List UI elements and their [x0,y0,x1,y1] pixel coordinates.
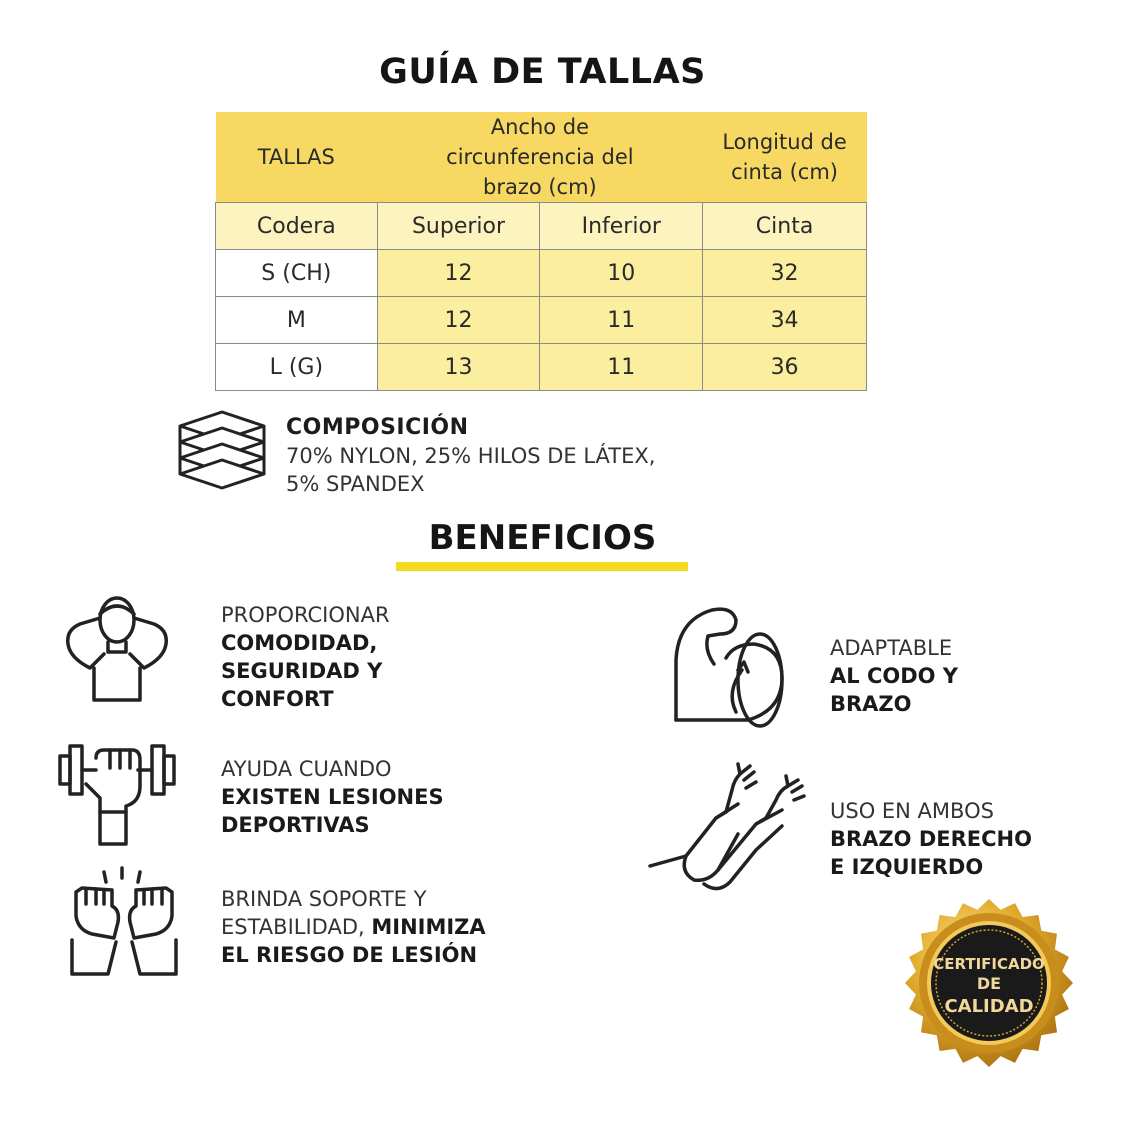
header-tallas: TALLAS [216,112,378,203]
benefit-adaptable [830,634,958,718]
composition-heading: COMPOSICIÓN [286,415,469,440]
layers-icon [176,408,268,500]
size-label: S (CH) [216,250,378,297]
benefits-underline [396,562,688,571]
table-cell: 36 [703,344,867,391]
benefit-text-bold: AL CODO Y [830,664,959,688]
table-header-row [216,112,867,203]
composition-line: 70% NYLON, 25% HILOS DE LÁTEX, [286,444,656,468]
benefit-text: BRINDA SOPORTE Y [221,887,427,911]
subheader-inferior: Inferior [540,203,703,250]
seal-text: CALIDAD [944,996,1034,1017]
page-title: GUÍA DE TALLAS [379,52,706,92]
table-cell: 12 [377,250,540,297]
table-cell: 34 [703,297,867,344]
subheader-superior: Superior [377,203,540,250]
benefit-text-bold: CONFORT [221,687,334,711]
size-label: L (G) [216,344,378,391]
benefit-text: AYUDA CUANDO [221,757,392,781]
table-row [216,344,867,391]
flexed-arm-icon [664,600,792,738]
table-cell: 12 [377,297,540,344]
table-cell: 13 [377,344,540,391]
table-cell: 11 [540,344,703,391]
size-table [215,112,867,391]
subheader-cinta: Cinta [703,203,867,250]
high-five-icon [64,866,184,978]
benefit-text-bold: MINIMIZA [371,915,486,939]
raised-arms-icon [646,760,812,896]
composition-block [286,414,655,498]
subheader-codera: Codera [216,203,378,250]
header-ancho: Ancho de circunferencia del brazo (cm) [377,112,703,203]
table-cell: 11 [540,297,703,344]
benefit-text: ESTABILIDAD, [221,915,365,939]
quality-seal-icon [903,897,1075,1069]
dumbbell-hand-icon [56,736,178,848]
benefit-text: ADAPTABLE [830,636,953,660]
benefit-text-bold: BRAZO [830,692,912,716]
size-label: M [216,297,378,344]
benefit-text-bold: SEGURIDAD Y [221,659,383,683]
benefit-injuries [221,755,444,839]
table-row [216,250,867,297]
benefit-text-bold: BRAZO DERECHO [830,827,1032,851]
header-longitud: Longitud de cinta (cm) [703,112,867,203]
table-cell: 10 [540,250,703,297]
benefit-text-bold: EL RIESGO DE LESIÓN [221,943,478,967]
benefit-text: USO EN AMBOS [830,799,994,823]
benefit-text: PROPORCIONAR [221,603,390,627]
seal-text: DE [976,974,1002,993]
table-cell: 32 [703,250,867,297]
benefit-text-bold: E IZQUIERDO [830,855,984,879]
seal-text: CERTIFICADO [933,955,1045,973]
benefit-text-bold: COMODIDAD, [221,631,378,655]
table-subheader-row [216,203,867,250]
benefit-comfort [221,601,390,713]
benefit-text-bold: DEPORTIVAS [221,813,370,837]
benefit-support [221,885,486,969]
table-row [216,297,867,344]
person-stretch-icon [58,588,176,704]
benefit-both-arms [830,797,1032,881]
benefits-title: BENEFICIOS [428,518,657,558]
benefit-text-bold: EXISTEN LESIONES [221,785,444,809]
composition-line: 5% SPANDEX [286,472,425,496]
